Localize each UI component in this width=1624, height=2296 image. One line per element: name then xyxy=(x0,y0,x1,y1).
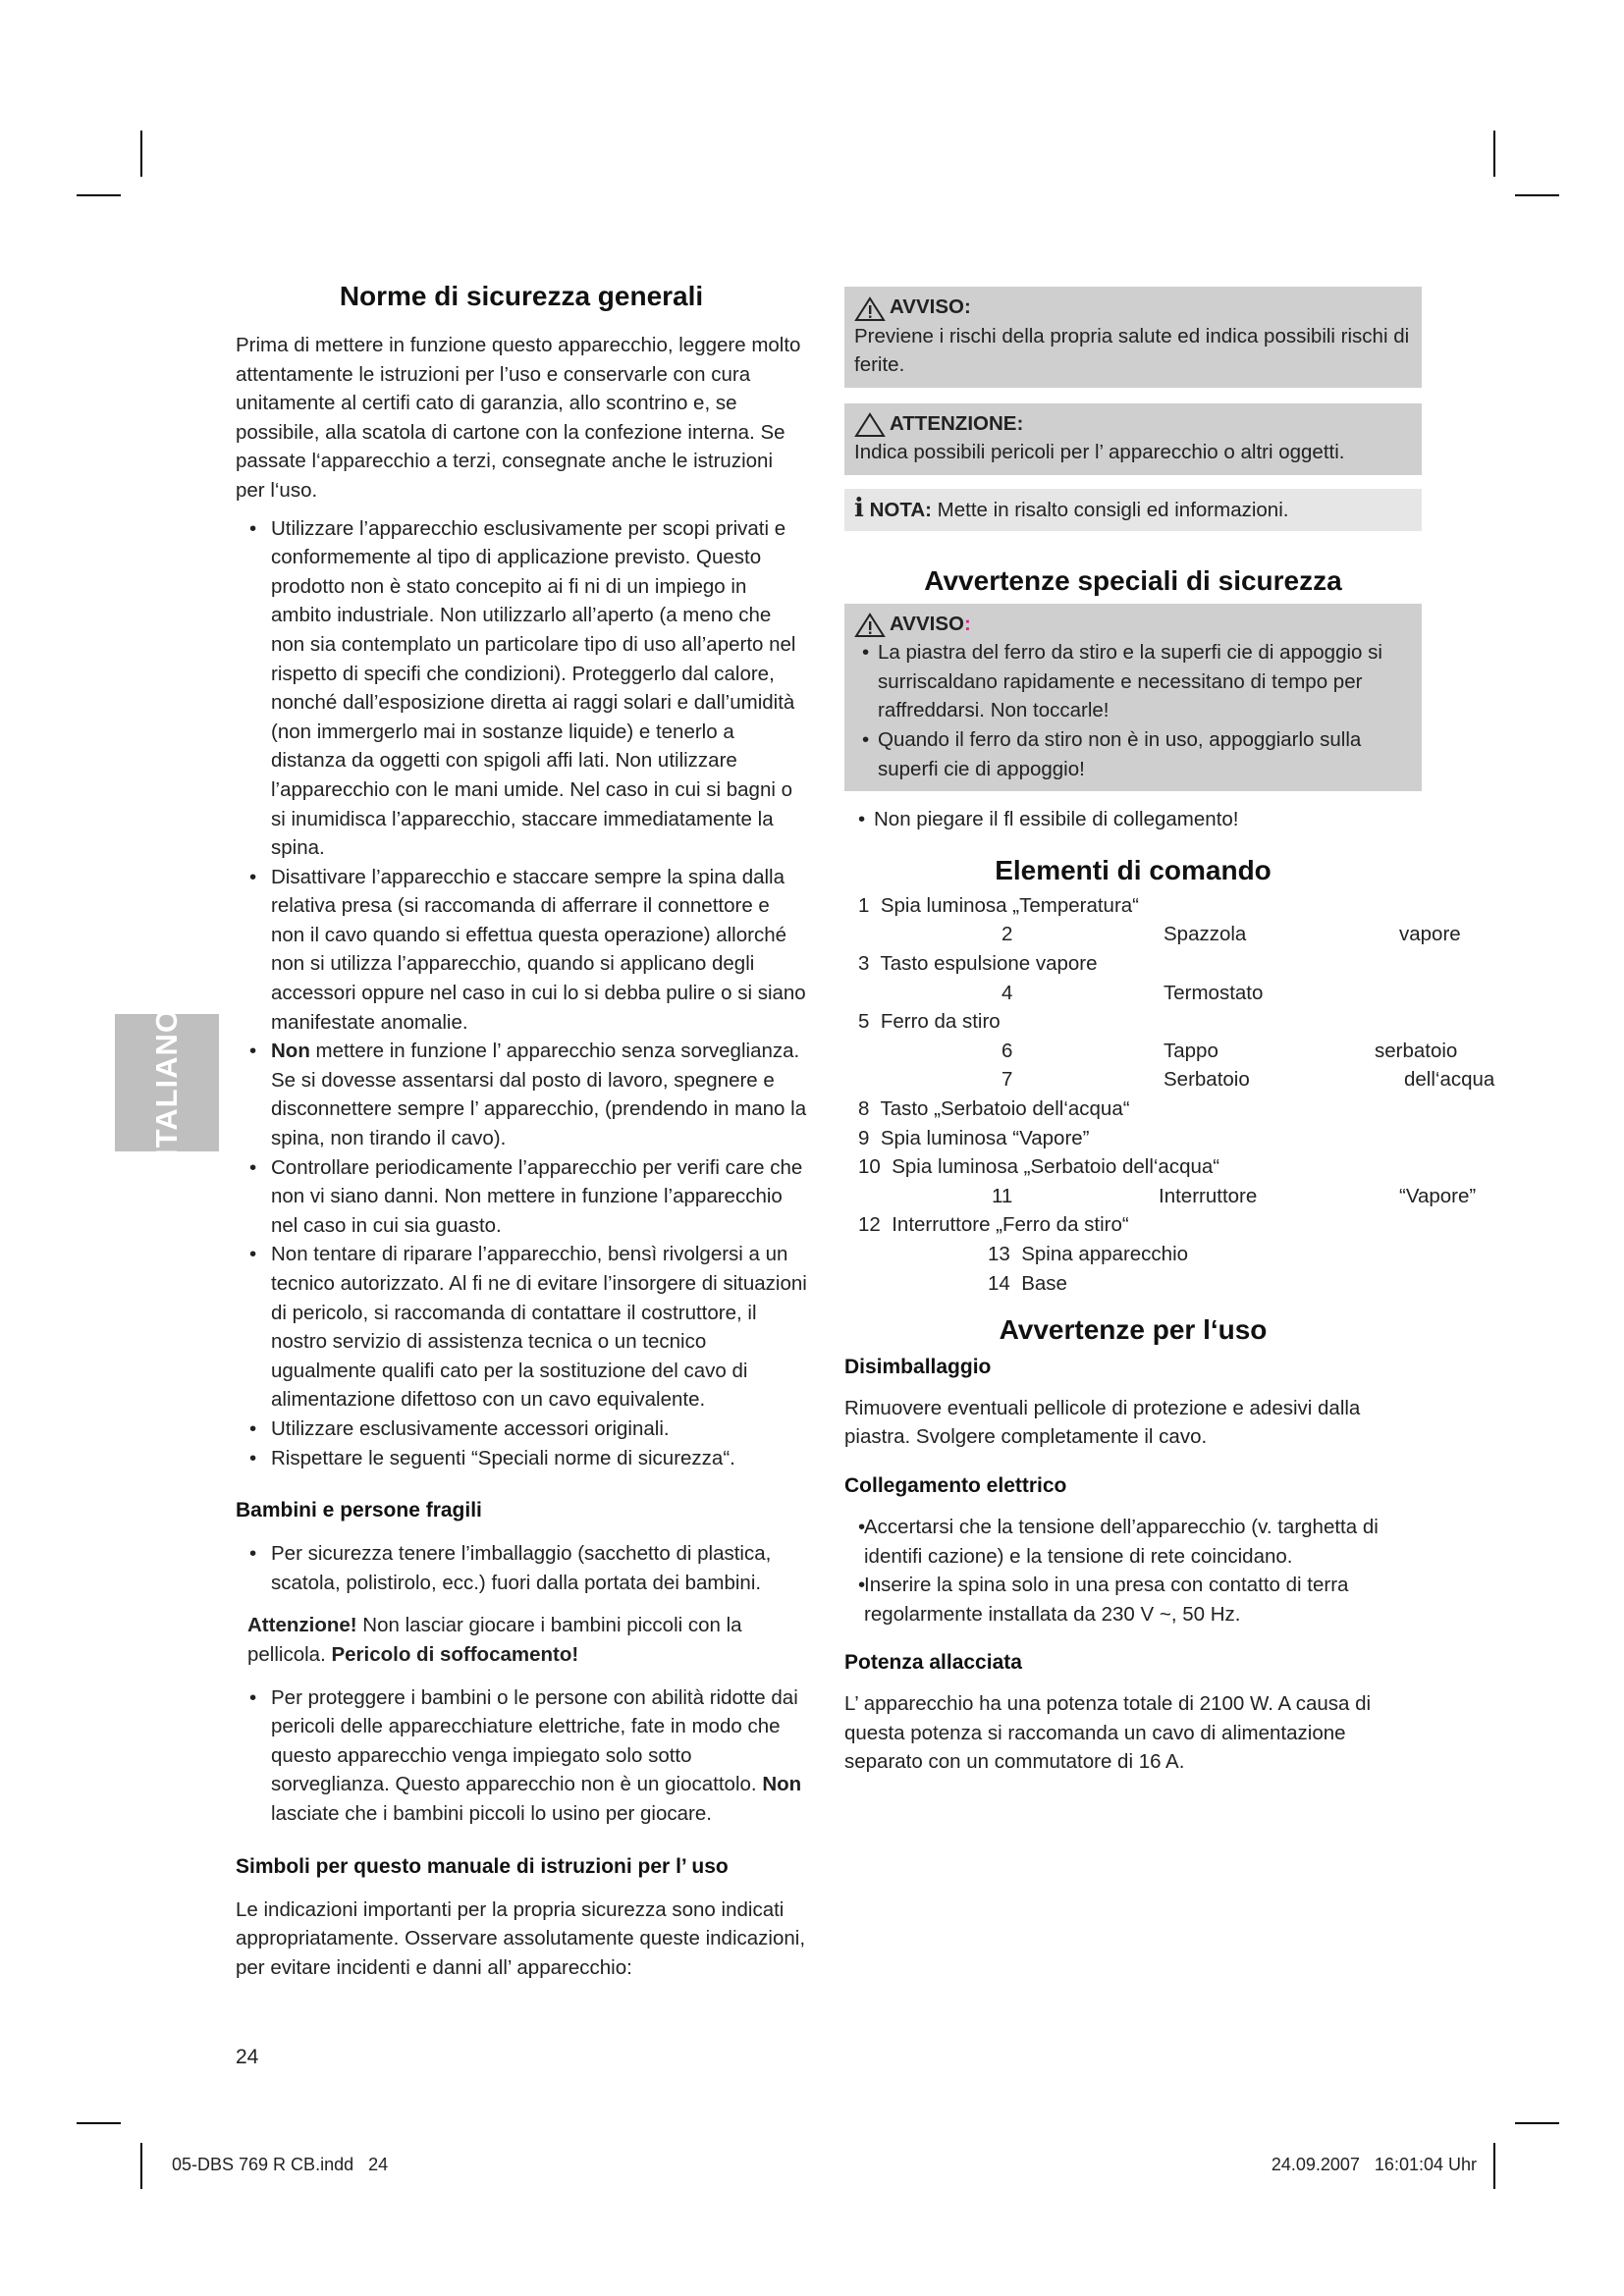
section-title-general-safety: Norme di sicurezza generali xyxy=(339,281,704,311)
control-label: Interruttore „Ferro da stiro“ xyxy=(892,1213,1129,1237)
crop-mark xyxy=(1515,194,1559,196)
control-label: Termostato xyxy=(1164,981,1264,1004)
attenzione-label: ATTENZIONE: xyxy=(890,411,1024,435)
control-label: Spia luminosa “Vapore” xyxy=(880,1126,1090,1149)
list-item: • Non tentare di riparare l’apparecchio, bensì rivolgersi a un tecnico autorizzato. Al fi ne di evitare l’insorgere di situazioni di pericolo, si raccomanda di contattare il costruttore, il nostro servizio di assistenza tecnica o un tecnico ugualmente qualifi cato per la sostituzione del cavo di alimentazione difettoso con un cavo equivalente. xyxy=(236,1240,807,1415)
attenzione-box xyxy=(844,403,1422,475)
section-title-usage: Avvertenze per l‘uso xyxy=(999,1313,1268,1345)
bold-text: Non xyxy=(762,1773,802,1796)
control-number: 13 xyxy=(988,1242,1010,1265)
control-number: 9 xyxy=(858,1126,870,1149)
list-item-text: lasciate che i bambini piccoli lo usino per giocare. xyxy=(271,1801,712,1825)
special-list xyxy=(848,638,1412,783)
control-number: 14 xyxy=(988,1271,1010,1295)
list-item: • Inserire la spina solo in una presa con contatto di terra regolarmente installata da 230 V ~, 50 Hz. xyxy=(844,1571,1422,1629)
unpacking-paragraph: Rimuovere eventuali pellicole di protezione e adesivi dalla piastra. Svolgere completamente il cavo. xyxy=(844,1396,1361,1449)
attention-label: Attenzione! xyxy=(247,1614,357,1637)
control-row xyxy=(858,1210,1129,1240)
control-label: Tappo xyxy=(1164,1039,1218,1062)
left-column xyxy=(236,280,807,1982)
avviso-label: AVVISO: xyxy=(890,295,971,318)
list-item: • Per sicurezza tenere l’imballaggio (sacchetto di plastica, scatola, polistirolo, ecc.) fuori dalla portata dei bambini. xyxy=(236,1539,807,1597)
crop-mark xyxy=(77,2122,121,2124)
intro-paragraph: Prima di mettere in funzione questo apparecchio, leggere molto attentamente le istruzioni per l’uso e conservarle con cura unitamente al certifi cato di garanzia, allo scontrino e, se possibile, alla scatola di cartone con la confezione interna. Se passate l‘apparecchio a terzi, consegnate anche le istruzioni per l‘uso. xyxy=(236,334,801,502)
control-number: 12 xyxy=(858,1213,881,1237)
control-label: Base xyxy=(1021,1271,1067,1295)
list-item: • Accertarsi che la tensione dell’apparecchio (v. targhetta di identifi cazione) e la tensione di rete coincidano. xyxy=(844,1513,1422,1571)
subsection-title-symbols: Simboli per questo manuale di istruzioni per l’ uso xyxy=(236,1854,729,1878)
list-item xyxy=(236,1037,807,1152)
section-title-special-safety: Avvertenze speciali di sicurezza xyxy=(924,564,1342,596)
control-row xyxy=(858,1095,1130,1124)
control-number: 2 xyxy=(1001,923,1013,946)
control-label: Spina apparecchio xyxy=(1021,1242,1189,1265)
list-item: • Controllare periodicamente l’apparecchio per verifi care che non vi siano danni. Non mettere in funzione l’apparecchio nel caso in cui sia guasto. xyxy=(236,1153,807,1241)
attenzione-header xyxy=(854,409,1412,439)
crop-mark xyxy=(77,194,121,196)
crop-mark xyxy=(1493,2143,1495,2189)
nota-box xyxy=(844,489,1422,531)
children-list xyxy=(236,1539,807,1597)
control-row xyxy=(858,1152,1219,1182)
list-item: • Utilizzare esclusivamente accessori originali. xyxy=(236,1415,807,1444)
attention-danger: Pericolo di soffocamento! xyxy=(331,1642,579,1666)
control-label-end: vapore xyxy=(1399,923,1461,946)
list-item: • Non piegare il fl essibile di collegamento! xyxy=(844,805,1422,834)
controls-list xyxy=(844,891,1495,1300)
footer-file-info: 05-DBS 769 R CB.indd 24 xyxy=(172,2155,389,2174)
right-column xyxy=(844,287,1495,1777)
special-extra-list xyxy=(844,805,1422,834)
list-item xyxy=(236,1683,807,1829)
attenzione-text: Indica possibili pericoli per l’ apparecchio o altri oggetti. xyxy=(854,441,1345,464)
control-number: 6 xyxy=(1001,1039,1013,1062)
special-avviso-colon: : xyxy=(963,612,971,635)
list-item: • Utilizzare l’apparecchio esclusivamente per scopi privati e conformemente al tipo di applicazione previsto. Questo prodotto non è stato concepito ai fi ni di un impiego in ambito industriale. Non utilizzarlo all’aperto (a meno che non sia contemplato un particolare tipo di uso all’aperto nel rispetto di specifi che condizioni). Proteggerlo dal calore, nonché dall’esposizione diretta ai raggi solari e dall’umidità (non immergerlo mai in sostanze liquide) e tenerlo a distanza da oggetti con spigoli affi lati. Non utilizzare l’apparecchio con le mani umide. Nel caso in cui si bagni o si inumidisca l’apparecchio, staccare immediatamente la spina. xyxy=(236,514,807,863)
control-label: Tasto „Serbatoio dell‘acqua“ xyxy=(880,1096,1130,1120)
control-number: 10 xyxy=(858,1155,881,1179)
subsection-title-unpacking: Disimballaggio xyxy=(844,1355,992,1378)
avviso-header xyxy=(854,293,1412,322)
children-list-2 xyxy=(236,1683,807,1829)
special-avviso-box xyxy=(844,604,1422,792)
nota-text: Mette in risalto consigli ed informazioni. xyxy=(931,498,1289,521)
control-label-end: serbatoio xyxy=(1375,1039,1458,1062)
electrical-list xyxy=(844,1513,1422,1629)
attention-note xyxy=(247,1611,807,1669)
list-item: • Rispettare le seguenti “Speciali norme di sicurezza“. xyxy=(236,1444,807,1473)
bold-text: Non xyxy=(271,1040,310,1063)
crop-mark xyxy=(140,2143,142,2189)
avviso-text: Previene i rischi della propria salute ed indica possibili rischi di ferite. xyxy=(854,324,1410,377)
control-number: 4 xyxy=(1001,981,1013,1004)
control-number: 7 xyxy=(1001,1068,1013,1092)
control-label: Ferro da stiro xyxy=(880,1010,1001,1034)
control-label: Serbatoio xyxy=(1164,1068,1250,1092)
control-number: 3 xyxy=(858,951,870,975)
warning-icon xyxy=(854,296,886,322)
control-number: 8 xyxy=(858,1096,870,1120)
caution-icon xyxy=(854,412,886,438)
crop-mark xyxy=(1515,2122,1559,2124)
control-row xyxy=(858,1124,1090,1153)
list-item-text: Per proteggere i bambini o le persone con abilità ridotte dai pericoli delle apparecchiature elettriche, fate in modo che questo apparecchio venga impiegato solo sotto sorveglianza. Questo apparecchio non è un giocattolo. xyxy=(271,1685,798,1796)
control-number: 5 xyxy=(858,1010,870,1034)
safety-list xyxy=(236,514,807,1473)
control-number: 11 xyxy=(992,1184,1013,1207)
subsection-title-children: Bambini e persone fragili xyxy=(236,1499,482,1522)
control-label: Spia luminosa „Temperatura“ xyxy=(880,893,1140,917)
nota-label: NOTA: xyxy=(869,498,932,521)
subsection-title-power: Potenza allacciata xyxy=(844,1651,1022,1675)
control-row xyxy=(858,1007,1001,1037)
language-label: ITALIANO xyxy=(149,1007,184,1158)
section-title-controls: Elementi di comando xyxy=(995,854,1272,885)
control-label: Spia luminosa „Serbatoio dell‘acqua“ xyxy=(892,1155,1220,1179)
special-avviso-label: AVVISO xyxy=(890,612,964,635)
control-label-end: dell‘acqua xyxy=(1404,1068,1495,1092)
language-tab xyxy=(115,1007,219,1158)
attention-text: Non lasciar giocare i bambini piccoli con la pellicola. xyxy=(247,1614,742,1666)
control-row xyxy=(988,1240,1188,1269)
special-avviso-header xyxy=(848,610,1412,639)
control-label-end: “Vapore” xyxy=(1399,1184,1477,1207)
page-number: 24 xyxy=(236,2046,259,2068)
subsection-title-electrical: Collegamento elettrico xyxy=(844,1473,1067,1497)
control-row xyxy=(858,891,1139,921)
control-number: 1 xyxy=(858,893,870,917)
info-icon: i xyxy=(854,493,864,523)
avviso-box xyxy=(844,287,1422,388)
list-item-text: mettere in funzione l’ apparecchio senza sorveglianza. Se si dovesse assentarsi dal posto di lavoro, spegnere e disconnettere sempre l’ apparecchio, (prendendo in mano la spina, non tirando il cavo). xyxy=(271,1040,807,1150)
footer-timestamp: 24.09.2007 16:01:04 Uhr xyxy=(1271,2155,1477,2174)
crop-mark xyxy=(140,131,142,177)
list-item: • Disattivare l’apparecchio e staccare sempre la spina dalla relativa presa (si raccomanda di afferrare il connettore e non il cavo quando si effettua questa operazione) allorché non si utilizza l’apparecchio, quando si applicano degli accessori oppure nel caso in cui lo si debba pulire o si siano manifestate anomalie. xyxy=(236,863,807,1038)
crop-mark xyxy=(1493,131,1495,177)
control-label: Interruttore xyxy=(1159,1184,1258,1207)
power-paragraph: L’ apparecchio ha una potenza totale di 2100 W. A causa di questa potenza si raccomanda un cavo di alimentazione separato con un commutatore di 16 A. xyxy=(844,1692,1372,1774)
warning-icon xyxy=(854,613,886,638)
list-item: • Quando il ferro da stiro non è in uso, appoggiarlo sulla superfi cie di appoggio! xyxy=(848,725,1412,783)
symbols-paragraph: Le indicazioni importanti per la propria sicurezza sono indicati appropriatamente. Osservare assolutamente queste indicazioni, per evitare incidenti e danni all’ apparecchio: xyxy=(236,1897,806,1979)
control-label: Spazzola xyxy=(1164,923,1247,946)
control-row xyxy=(858,949,1098,979)
control-label: Tasto espulsione vapore xyxy=(880,951,1098,975)
list-item: • La piastra del ferro da stiro e la superfi cie di appoggio si surriscaldano rapidamente e necessitano di tempo per raffreddarsi. Non toccarle! xyxy=(848,638,1412,725)
control-row xyxy=(988,1269,1067,1299)
